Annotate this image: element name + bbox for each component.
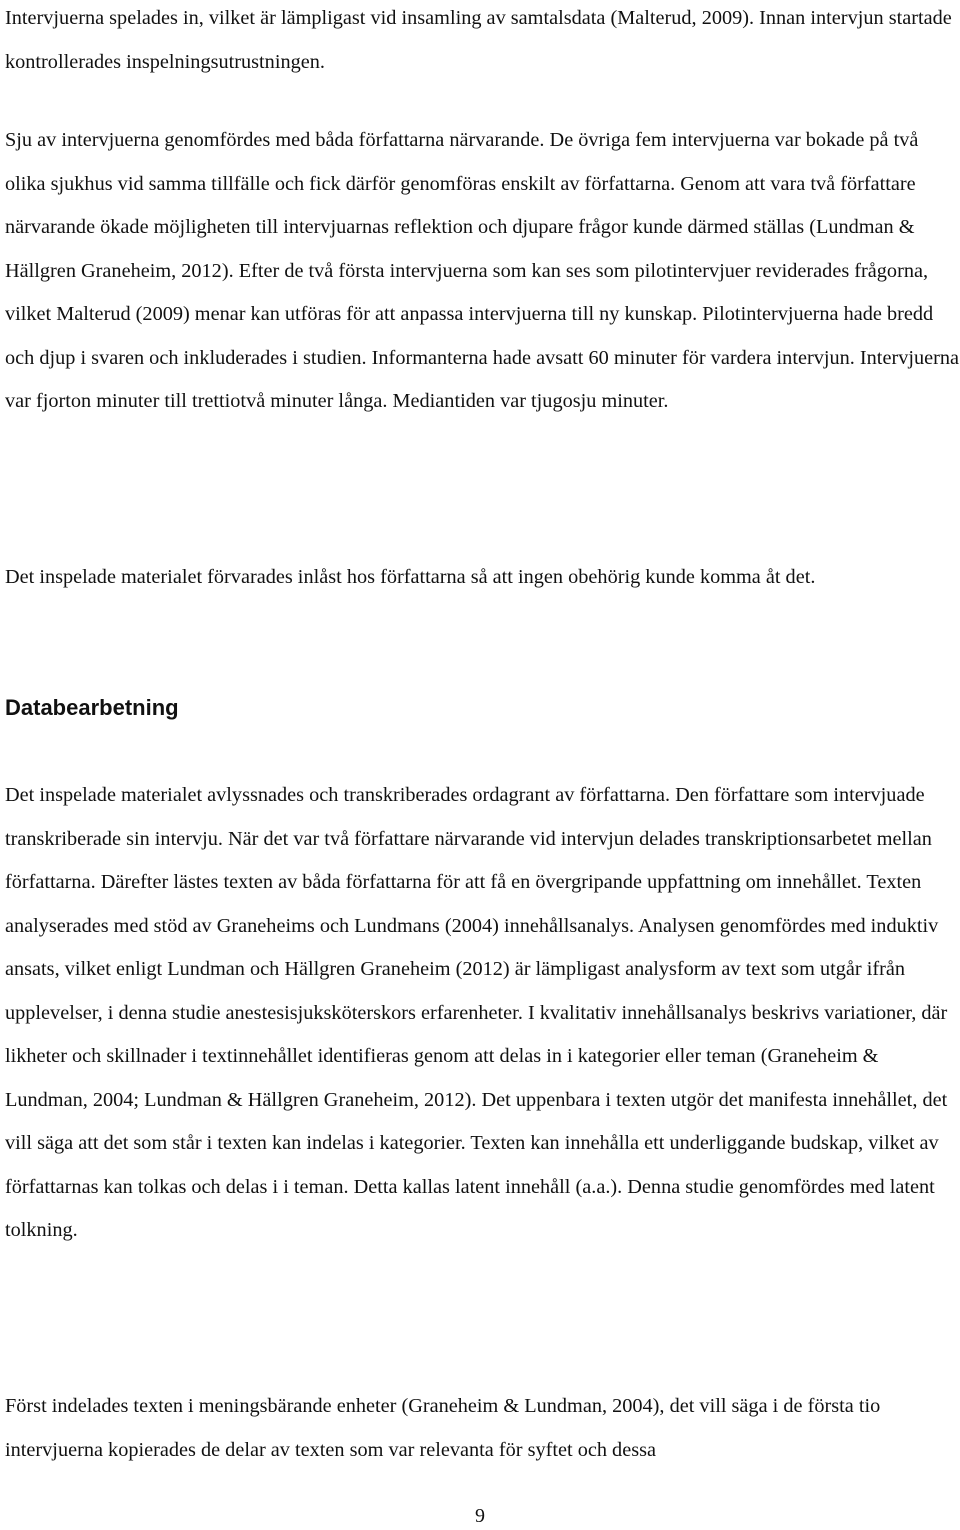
paragraph-data-processing: Det inspelade materialet avlyssnades och transkriberades ordagrant av författarna. Den författare som intervjuade transkriberade sin intervju. När det var två författare närvarande vid intervjun delades transkriptionsarbetet mellan författarna. Därefter lästes texten av båda författarna för att få en övergripande uppfattning om innehållet. Texten analyserades med stöd av Graneheims och Lundmans (2004) innehållsanalys. Analysen genomfördes med induktiv ansats, vilket enligt Lundman och Hällgren Graneheim (2012) är lämpligast analysform av text som utgår ifrån upplevelser, i denna studie anestesisjuksköterskors erfarenheter. I kvalitativ innehållsanalys beskrivs variationer, där likheter och skillnader i textinnehållet identifieras genom att delas in i kategorier eller teman (Graneheim & Lundman, 2004; Lundman & Hällgren Graneheim, 2012). Det uppenbara i texten utgör det manifesta innehållet, det vill säga att det som står i texten kan indelas i kategorier. Texten kan innehålla ett underliggande budskap, vilket av författarnas kan tolkas och delas i i teman. Detta kallas latent innehåll (a.a.). Denna studie genomfördes med latent tolkning. [5,784,948,1241]
paragraph-recording: Intervjuerna spelades in, vilket är lämpligast vid insamling av samtalsdata (Malterud, 2009). Innan intervjun startade kontrollerades inspelningsutrustningen. [5,7,952,73]
paragraph-interviews: Sju av intervjuerna genomfördes med båda författarna närvarande. De övriga fem intervjuerna var bokade på två olika sjukhus vid samma tillfälle och fick därför genomföras enskilt av författarna. Genom att vara två författare närvarande ökade möjligheten till intervjuarnas reflektion och djupare frågor kunde därmed ställas (Lundman & Hällgren Graneheim, 2012). Efter de två första intervjuerna som kan ses som pilotintervjuer reviderades frågorna, vilket Malterud (2009) menar kan utföras för att anpassa intervjuerna till ny kunskap. Pilotintervjuerna hade bredd och djup i svaren och inkluderades i studien. Informanterna hade avsatt 60 minuter för vardera intervjun. Intervjuerna var fjorton minuter till trettiotvå minuter långa. Mediantiden var tjugosju minuter. [5,129,960,412]
paragraph-storage: Det inspelade materialet förvarades inlåst hos författarna så att ingen obehörig kunde komma åt det. [5,566,816,588]
page-number: 9 [475,1505,485,1527]
section-heading: Databearbetning [5,695,179,720]
paragraph-meaning-units: Först indelades texten i meningsbärande enheter (Graneheim & Lundman, 2004), det vill säga i de första tio intervjuerna kopierades de delar av texten som var relevanta för syftet och dessa [5,1395,881,1461]
